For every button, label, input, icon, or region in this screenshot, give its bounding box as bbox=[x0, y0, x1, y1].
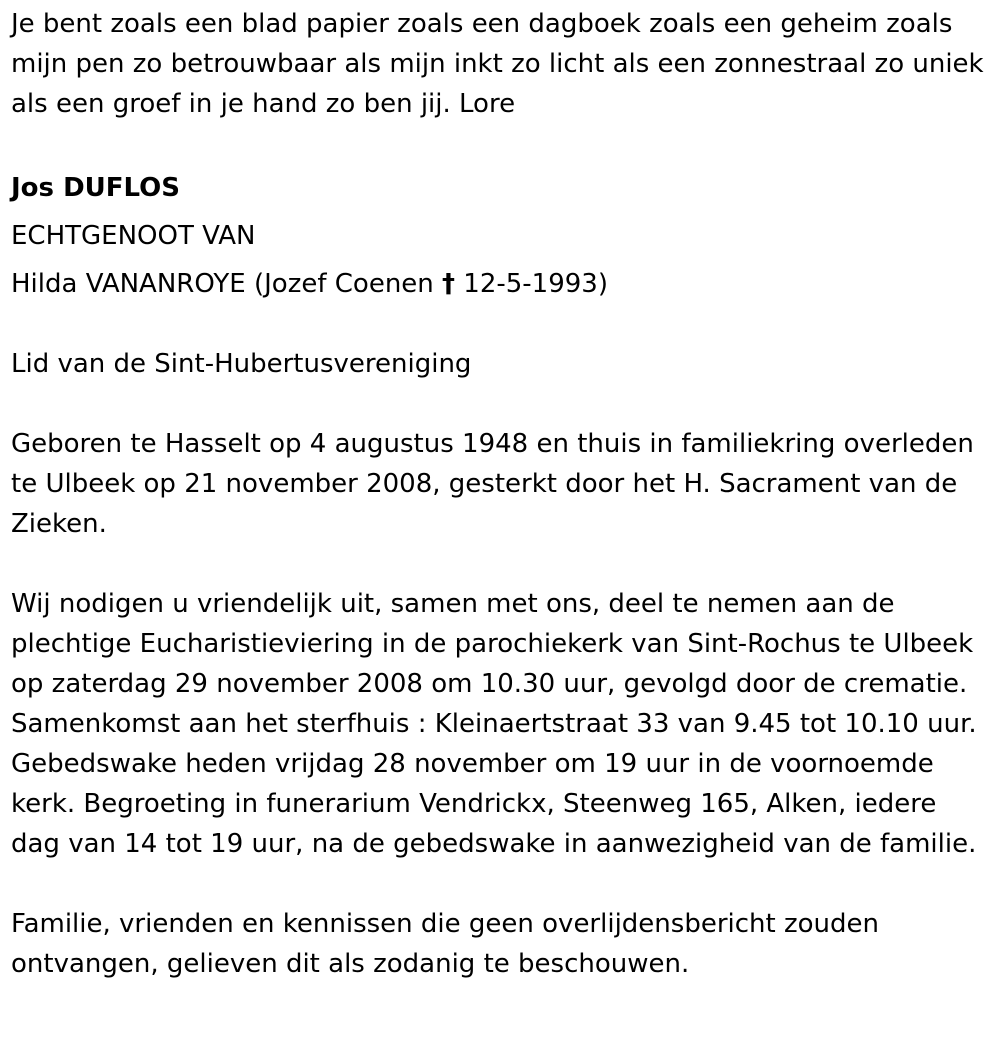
spouse-prefix: Hilda VANANROYE (Jozef Coenen bbox=[11, 269, 443, 299]
deceased-name: Jos DUFLOS bbox=[11, 173, 180, 203]
poem-paragraph: Je bent zoals een blad papier zoals een dagboek zoals een geheim zoals mijn pen zo betrouwbaar als mijn inkt zo licht als een zonnestraal zo uniek als een groef in je hand zo ben jij. Lore bbox=[11, 9, 984, 119]
cross-icon: † bbox=[442, 269, 456, 299]
spacer bbox=[11, 864, 986, 904]
invitation-paragraph: Wij nodigen u vriendelijk uit, samen met ons, deel te nemen aan de plechtige Eucharistieviering in de parochiekerk van Sint-Rochus te Ulbeek op zaterdag 29 november 2008 om 10.30 uur, gevolgd door de crematie. Samenkomst aan het sterfhuis : Kleinaertstraat 33 van 9.45 tot 10.10 uur. Gebedswake heden vrijdag 28 november om 19 uur in de voornoemde kerk. Begroeting in funerarium Vendrickx, Steenweg 165, Alken, iedere dag van 14 tot 19 uur, na de gebedswake in aanwezigheid van de familie. bbox=[11, 589, 977, 859]
spacer bbox=[11, 544, 986, 584]
spouse-line bbox=[11, 260, 986, 308]
closing-paragraph: Familie, vrienden en kennissen die geen overlijdensbericht zouden ontvangen, gelieven dit als zodanig te beschouwen. bbox=[11, 909, 879, 979]
obituary-document bbox=[11, 4, 986, 984]
spacer bbox=[11, 384, 986, 424]
membership-line: Lid van de Sint-Hubertusvereniging bbox=[11, 349, 472, 379]
relation-line: ECHTGENOOT VAN bbox=[11, 221, 256, 251]
spacer bbox=[11, 124, 986, 164]
spouse-suffix: 12-5-1993) bbox=[455, 269, 608, 299]
birth-death-paragraph: Geboren te Hasselt op 4 augustus 1948 en thuis in familiekring overleden te Ulbeek op 21 november 2008, gesterkt door het H. Sacrament van de Zieken. bbox=[11, 429, 974, 539]
spacer bbox=[11, 308, 986, 344]
